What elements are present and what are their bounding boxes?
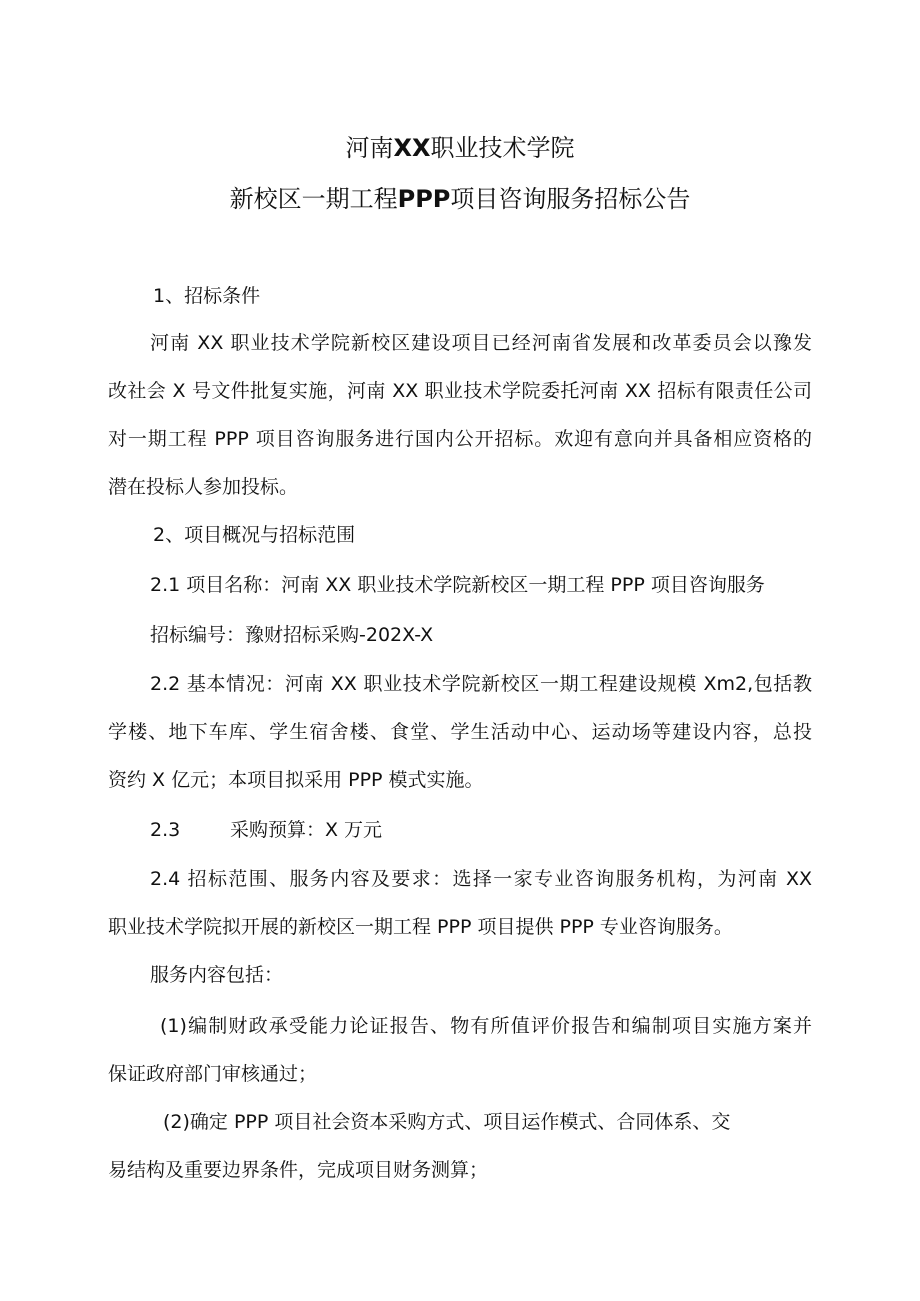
title-line-1-part-b: XX [393, 134, 431, 162]
title-line-2-part-b: PPP [397, 185, 451, 213]
service-item-2-line-1: (2)确定 PPP 项目社会资本采购方式、项目运作模式、合同体系、交 [163, 1111, 731, 1133]
section-1-heading: 1、招标条件 [153, 285, 261, 307]
title-line-2-part-c: 项目咨询服务招标公告 [450, 185, 691, 213]
section-2-heading: 2、项目概况与招标范围 [153, 524, 356, 546]
section-2-1-project-name: 2.1 项目名称：河南 XX 职业技术学院新校区一期工程 PPP 项目咨询服务 [150, 574, 765, 596]
section-2-4-line-1: 2.4 招标范围、服务内容及要求：选择一家专业咨询服务机构，为河南 XX [150, 868, 812, 890]
section-1-paragraph-line-3: 对一期工程 PPP 项目咨询服务进行国内公开招标。欢迎有意向并具备相应资格的 [108, 428, 812, 450]
title-line-2-part-a: 新校区一期工程 [229, 185, 398, 213]
section-1-paragraph-line-1: 河南 XX 职业技术学院新校区建设项目已经河南省发展和改革委员会以豫发 [150, 332, 812, 354]
service-content-heading: 服务内容包括： [150, 964, 284, 986]
service-item-1-line-2: 保证政府部门审核通过； [108, 1063, 318, 1085]
section-2-2-line-2: 学楼、地下车库、学生宿舍楼、食堂、学生活动中心、运动场等建设内容，总投 [108, 721, 812, 743]
section-2-2-line-3: 资约 X 亿元；本项目拟采用 PPP 模式实施。 [108, 769, 484, 791]
title-line-2 [0, 183, 920, 215]
service-item-1-line-1: (1)编制财政承受能力论证报告、物有所值评价报告和编制项目实施方案并 [160, 1015, 812, 1037]
title-line-1 [0, 132, 920, 164]
section-1-paragraph-line-2: 改社会 X 号文件批复实施，河南 XX 职业技术学院委托河南 XX 招标有限责任公司 [108, 380, 812, 402]
section-2-3-text: 采购预算：X 万元 [230, 819, 383, 841]
section-2-3-number: 2.3 [150, 819, 181, 841]
section-2-2-line-1: 2.2 基本情况：河南 XX 职业技术学院新校区一期工程建设规模 Xm2,包括教 [150, 673, 812, 695]
section-2-1-tender-code: 招标编号：豫财招标采购-202X-X [150, 624, 434, 646]
title-line-1-part-c: 职业技术学院 [430, 134, 575, 162]
service-item-2-line-2: 易结构及重要边界条件，完成项目财务测算； [108, 1159, 489, 1181]
section-1-paragraph-line-4: 潜在投标人参加投标。 [108, 476, 299, 498]
section-2-4-line-2: 职业技术学院拟开展的新校区一期工程 PPP 项目提供 PPP 专业咨询服务。 [108, 916, 733, 938]
title-line-1-part-a: 河南 [345, 134, 394, 162]
